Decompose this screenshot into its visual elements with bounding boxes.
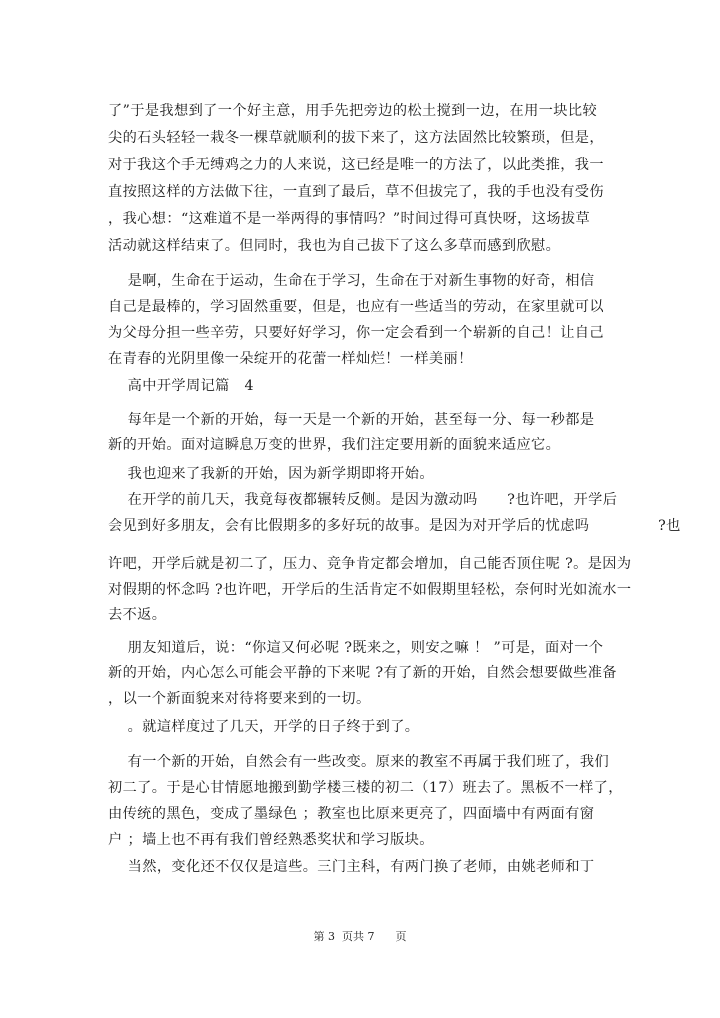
text-line: 为父母分担一些辛劳，只要好好学习，你一定会看到一个崭新的自己！让自己 bbox=[108, 325, 604, 341]
text-line: 对假期的怀念吗 ?也许吧，开学后的生活肯定不如假期里轻松，奈何时光如流水一 bbox=[108, 582, 632, 598]
text-line: ，以一个新面貌来对待将要来到的一切。 bbox=[108, 691, 371, 707]
text-line: 新的开始，内心怎么可能会平静的下来呢 ?有了新的开始，自然会想要做些准备 bbox=[108, 665, 617, 681]
text-line: 去不返。 bbox=[108, 607, 167, 623]
page-number-footer: 第 3 页共 7 页 bbox=[313, 930, 407, 943]
text-line: 新的开始。面对這瞬息万变的世界，我们注定要用新的面貌来适应它。 bbox=[108, 437, 561, 453]
text-line: 。就這样度过了几天，开学的日子终于到了。 bbox=[108, 719, 420, 735]
text-line: 直按照这样的方法做下往，一直到了最后，草不但拔完了，我的手也没有受伤 bbox=[108, 184, 604, 200]
text-line: 初二了。于是心甘情愿地搬到勤学楼三楼的初二（17）班去了。黑板不一样了， bbox=[108, 780, 623, 796]
text-line: 是啊，生命在于运动，生命在于学习，生命在于对新生事物的好奇，相信 bbox=[108, 273, 595, 289]
text-line: 会见到好多朋友，会有比假期多的多好玩的故事。是因为对开学后的忧虑吗 ?也 bbox=[108, 518, 681, 534]
text-line: 许吧，开学后就是初二了，压力、竞争肯定都会增加，自己能否顶住呢 ?。是因为 bbox=[108, 556, 632, 572]
text-line: 了”于是我想到了一个好主意，用手先把旁边的松土搅到一边，在用一块比较 bbox=[108, 103, 598, 119]
text-line: 活动就这样结束了。但同时，我也为自己拔下了这么多草而感到欣慰。 bbox=[108, 238, 561, 254]
text-line: 由传统的黑色，变成了墨绿色 ；教室也比原来更亮了，四面墙中有两面有窗 bbox=[108, 806, 595, 822]
text-line: 在开学的前几天，我竟每夜都辗转反侧。是因为激动吗 ?也许吧，开学后 bbox=[108, 492, 618, 508]
text-line: 对于我这个手无缚鸡之力的人来说，这已经是唯一的方法了，以此类推，我一 bbox=[108, 157, 604, 173]
text-line: 在青春的光阴里像一朵绽开的花蕾一样灿烂！一样美丽！ bbox=[108, 351, 473, 367]
text-line: 有一个新的开始，自然会有一些改变。原来的教室不再属于我们班了，我们 bbox=[108, 754, 610, 770]
text-line: 自己是最棒的，学习固然重要，但是，也应有一些适当的劳动，在家里就可以 bbox=[108, 299, 604, 315]
text-line: 每年是一个新的开始，每一天是一个新的开始，甚至每一分、每一秒都是 bbox=[108, 412, 595, 428]
text-line: ，我心想：“这难道不是一举两得的事情吗？”时间过得可真快呀，这场拔草 bbox=[108, 211, 591, 227]
text-line: 当然，变化还不仅仅是這些。三门主科，有两门换了老师，由姚老师和丁 bbox=[108, 859, 595, 875]
section-heading: 高中开学周记篇 4 bbox=[108, 378, 254, 394]
text-line: 我也迎来了我新的开始，因为新学期即将开始。 bbox=[108, 466, 434, 482]
text-line: 朋友知道后，说：“你這又何必呢 ?既来之，则安之嘛 ！ ”可是，面对一个 bbox=[108, 640, 604, 656]
text-line: 户 ；墙上也不再有我们曾经熟悉奖状和学习版块。 bbox=[108, 832, 434, 848]
text-line: 尖的石头轻轻一栽冬一棵草就顺利的拔下来了，这方法固然比较繁琐，但是， bbox=[108, 130, 604, 146]
